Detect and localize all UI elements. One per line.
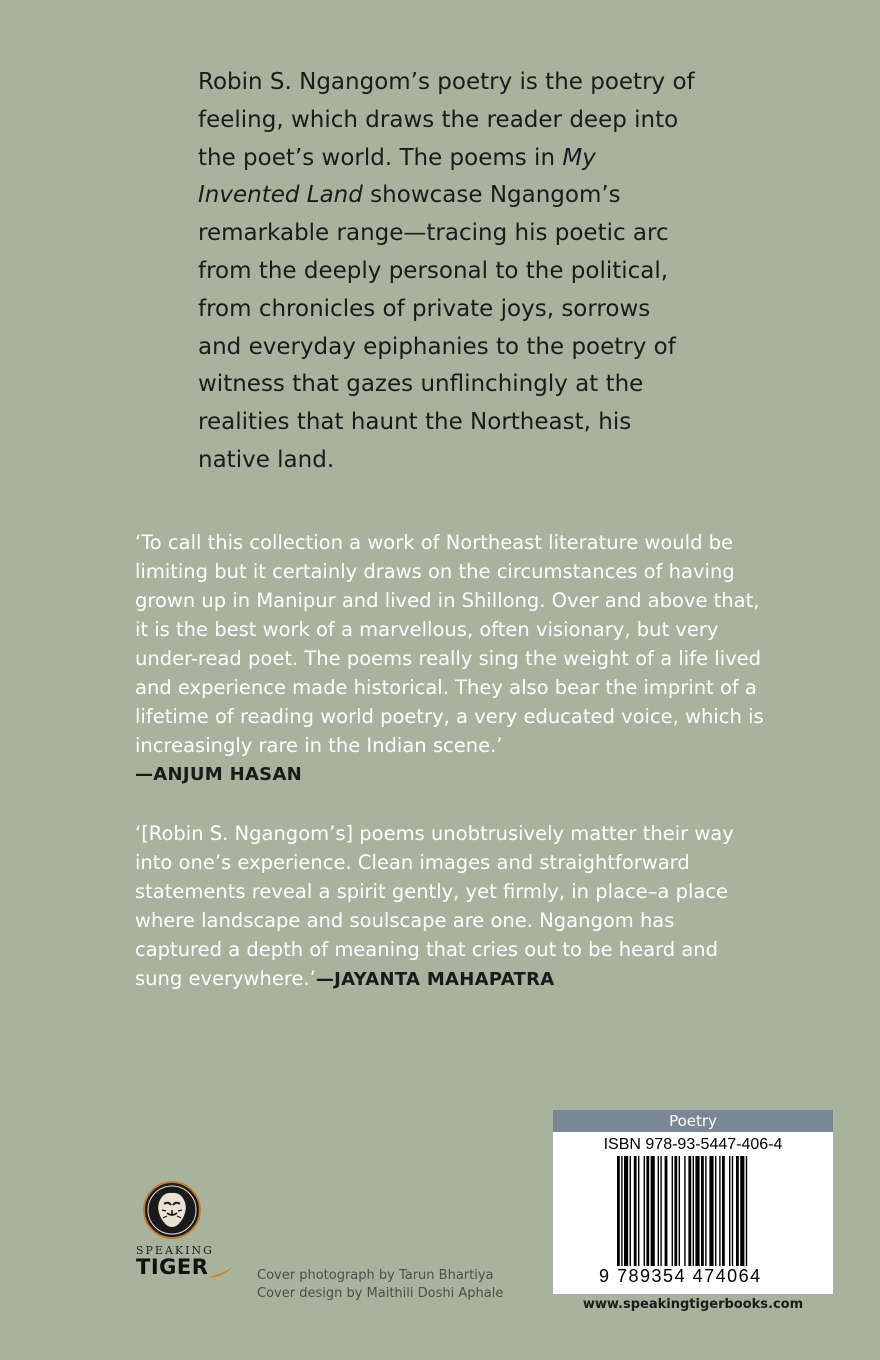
photo-credit: Cover photograph by Tarun Bhartiya bbox=[257, 1268, 494, 1283]
publisher-name-speaking: SPEAKING bbox=[136, 1244, 214, 1257]
swoosh-icon bbox=[208, 1265, 234, 1279]
blurb-text-end: showcase Ngangom’s remarkable range—tracing his poetic arc from the deeply personal to the political, from chronicles of private joys, sorrows and everyday epiphanies to the poetry of witness that gazes unflinchingly at the realities that haunt the Northeast, his native land. bbox=[198, 182, 676, 473]
publisher-name-tiger: TIGER bbox=[136, 1255, 209, 1279]
review-quote-2 bbox=[135, 819, 765, 994]
blurb-text-start: Robin S. Ngangom’s poetry is the poetry of feeling, which draws the reader deep into the poet’s world. The poems in bbox=[198, 69, 695, 171]
cover-credits bbox=[257, 1267, 503, 1303]
review-quote-1 bbox=[135, 528, 765, 789]
quote-1-attribution: —ANJUM HASAN bbox=[135, 764, 303, 785]
isbn-text: ISBN 978-93-5447-406-4 bbox=[603, 1136, 783, 1153]
quote-2-text: ‘[Robin S. Ngangom’s] poems unobtrusively matter their way into one’s experience. Clean images and straightforward statements reveal a spirit gently, yet firmly, in place–a place where landscape and soulscape are one. Ngangom has captured a depth of meaning that cries out to be heard and sung everywhere.’ bbox=[135, 822, 734, 990]
barcode-panel bbox=[553, 1110, 833, 1294]
book-title-italic: My Invented Land bbox=[198, 144, 596, 209]
barcode-icon bbox=[617, 1156, 779, 1276]
quote-1-text: ‘To call this collection a work of Northeast literature would be limiting but it certainly draws on the circumstances of having grown up in Manipur and lived in Shillong. Over and above that, it is the best work of a marvellous, often visionary, but very under-read poet. The poems really sing the weight of a life lived and experience made historical. They also bear the imprint of a lifetime of reading world poetry, a very educated voice, which is increasingly rare in the Indian scene.’ bbox=[135, 531, 764, 757]
quote-2-attribution: —JAYANTA MAHAPATRA bbox=[315, 969, 555, 990]
book-blurb bbox=[198, 64, 698, 480]
design-credit: Cover design by Maithili Doshi Aphale bbox=[257, 1286, 504, 1301]
category-label: Poetry bbox=[553, 1110, 833, 1132]
ean-digits: 9 789354 474064 bbox=[599, 1266, 762, 1286]
publisher-logo bbox=[136, 1180, 236, 1279]
tiger-emblem-icon bbox=[142, 1180, 202, 1240]
publisher-website: www.speakingtigerbooks.com bbox=[582, 1297, 804, 1312]
